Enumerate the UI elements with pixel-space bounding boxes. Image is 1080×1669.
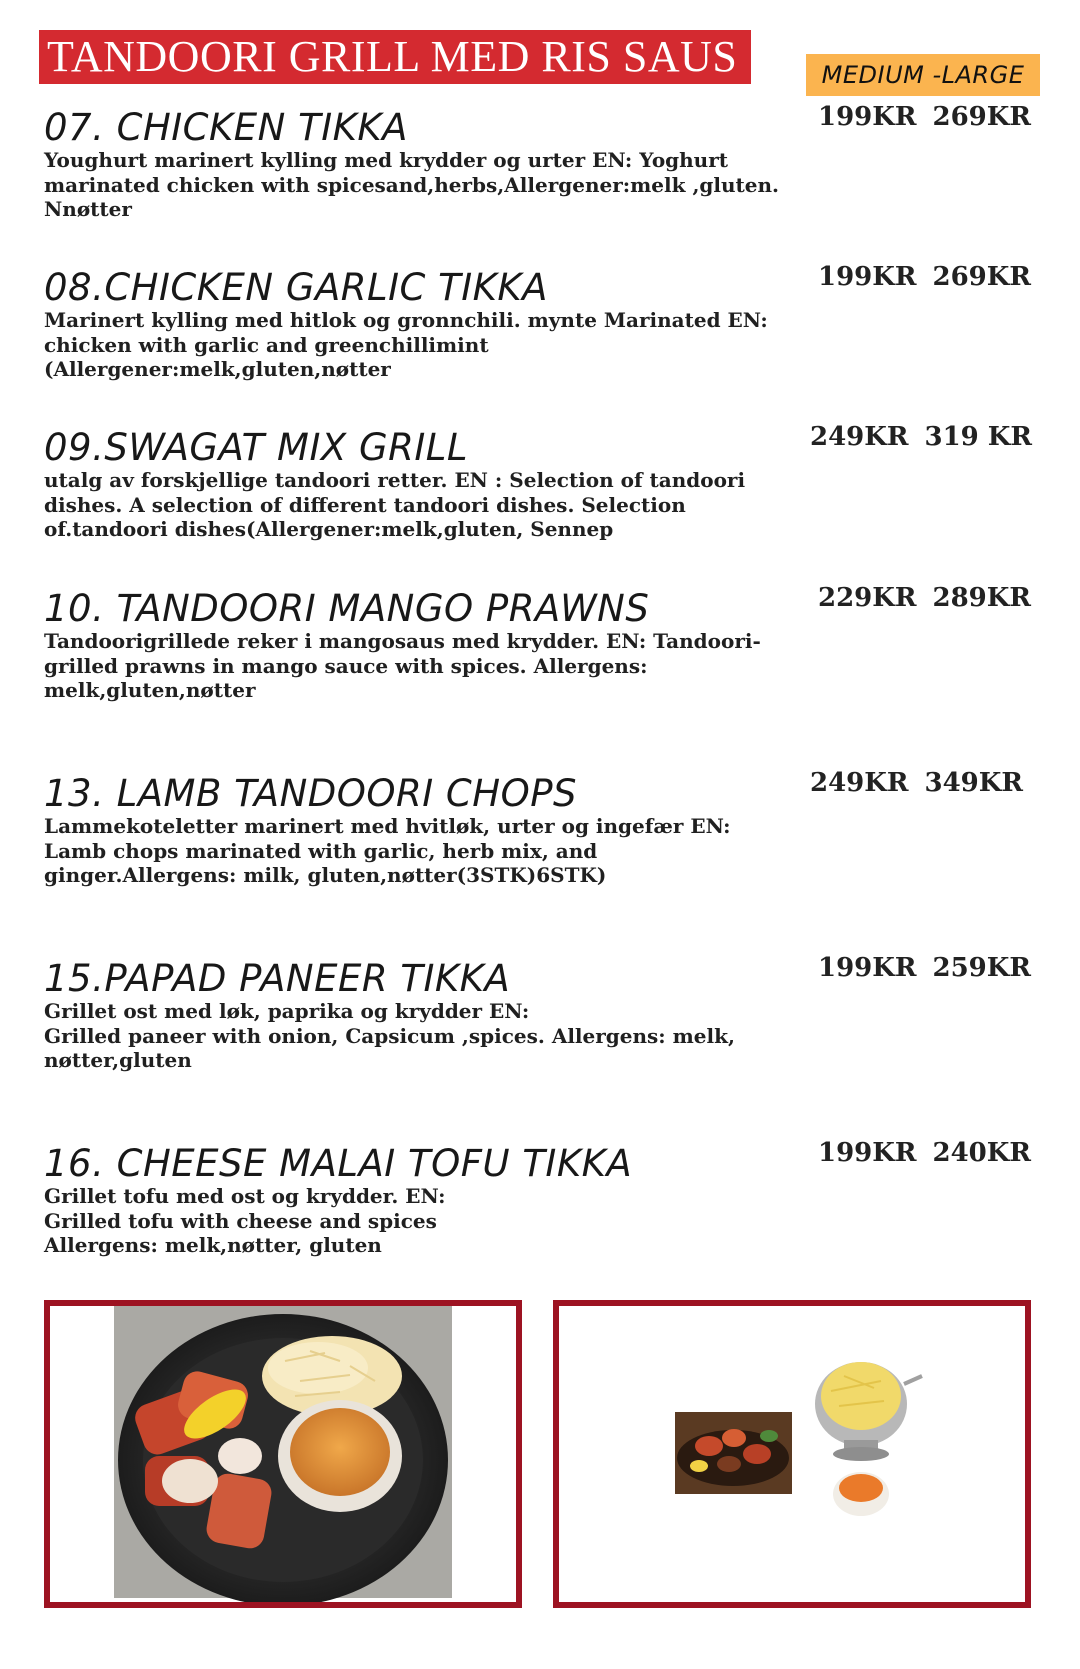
item-description: Marinert kylling med hitlok og gronnchili. mynte Marinated EN: chicken with garlic and greenchillimint (Allergener:melk,gluten,nøtter xyxy=(44,308,768,381)
size-label-badge: MEDIUM -LARGE xyxy=(806,54,1040,96)
menu-item-tandoori-mango-prawns xyxy=(44,589,804,703)
item-description: Lammekoteletter marinert med hvitløk, urter og ingefær EN: Lamb chops marinated with garlic, herb mix, and ginger.Allergens: milk, gluten,nøtter(3STK)6STK) xyxy=(44,814,731,887)
item-price xyxy=(818,953,1050,983)
item-name: 16. CHEESE MALAI TOFU TIKKA xyxy=(44,1142,633,1185)
item-price xyxy=(818,262,1050,292)
item-price xyxy=(810,768,1042,798)
price-large: 240KR xyxy=(932,1138,1031,1168)
price-medium: 249KR xyxy=(810,768,909,798)
sizzler-rice-sauce-photo xyxy=(559,1306,1025,1602)
menu-item-lamb-tandoori-chops xyxy=(44,774,804,888)
food-photo-frame-right xyxy=(553,1300,1031,1608)
menu-item-swagat-mix-grill xyxy=(44,428,804,542)
menu-section-title: TANDOORI GRILL MED RIS SAUS xyxy=(39,30,751,84)
menu-item-papad-paneer-tikka xyxy=(44,959,804,1073)
item-price xyxy=(818,102,1050,132)
menu-item-cheese-malai-tofu-tikka xyxy=(44,1144,804,1258)
item-price xyxy=(818,1138,1050,1168)
price-medium: 249KR xyxy=(810,422,909,452)
price-medium: 199KR xyxy=(818,102,917,132)
plated-tandoori-photo xyxy=(50,1306,516,1602)
price-medium: 199KR xyxy=(818,1138,917,1168)
menu-item-chicken-garlic-tikka xyxy=(44,268,804,382)
item-name: 13. LAMB TANDOORI CHOPS xyxy=(44,772,577,815)
item-name: 15.PAPAD PANEER TIKKA xyxy=(44,957,511,1000)
price-large: 289KR xyxy=(932,583,1031,613)
price-large: 349KR xyxy=(924,768,1023,798)
item-name: 09.SWAGAT MIX GRILL xyxy=(44,426,468,469)
menu-item-chicken-tikka xyxy=(44,108,804,222)
item-description: utalg av forskjellige tandoori retter. EN : Selection of tandoori dishes. A selection of different tandoori dishes. Selection of.tandoori dishes(Allergener:melk,gluten, Sennep xyxy=(44,468,746,541)
item-price xyxy=(810,422,1042,452)
item-description: Grillet tofu med ost og krydder. EN: Grilled tofu with cheese and spices Allergens: melk,nøtter, gluten xyxy=(44,1184,446,1257)
price-large: 269KR xyxy=(932,262,1031,292)
item-description: Youghurt marinert kylling med krydder og urter EN: Yoghurt marinated chicken with spicesand,herbs,Allergener:melk ,gluten. Nnøtter xyxy=(44,148,779,221)
price-large: 319 KR xyxy=(924,422,1033,452)
item-description: Grillet ost med løk, paprika og krydder EN: Grilled paneer with onion, Capsicum ,spices. Allergens: melk, nøtter,gluten xyxy=(44,999,735,1072)
item-name: 08.CHICKEN GARLIC TIKKA xyxy=(44,266,548,309)
food-photo-frame-left xyxy=(44,1300,522,1608)
item-description: Tandoorigrillede reker i mangosaus med krydder. EN: Tandoori- grilled prawns in mango sauce with spices. Allergens: melk,gluten,nøtter xyxy=(44,629,761,702)
price-medium: 199KR xyxy=(818,262,917,292)
item-name: 07. CHICKEN TIKKA xyxy=(44,106,408,149)
price-medium: 199KR xyxy=(818,953,917,983)
item-price xyxy=(818,583,1050,613)
price-large: 269KR xyxy=(932,102,1031,132)
price-medium: 229KR xyxy=(818,583,917,613)
item-name: 10. TANDOORI MANGO PRAWNS xyxy=(44,587,650,630)
price-large: 259KR xyxy=(932,953,1031,983)
